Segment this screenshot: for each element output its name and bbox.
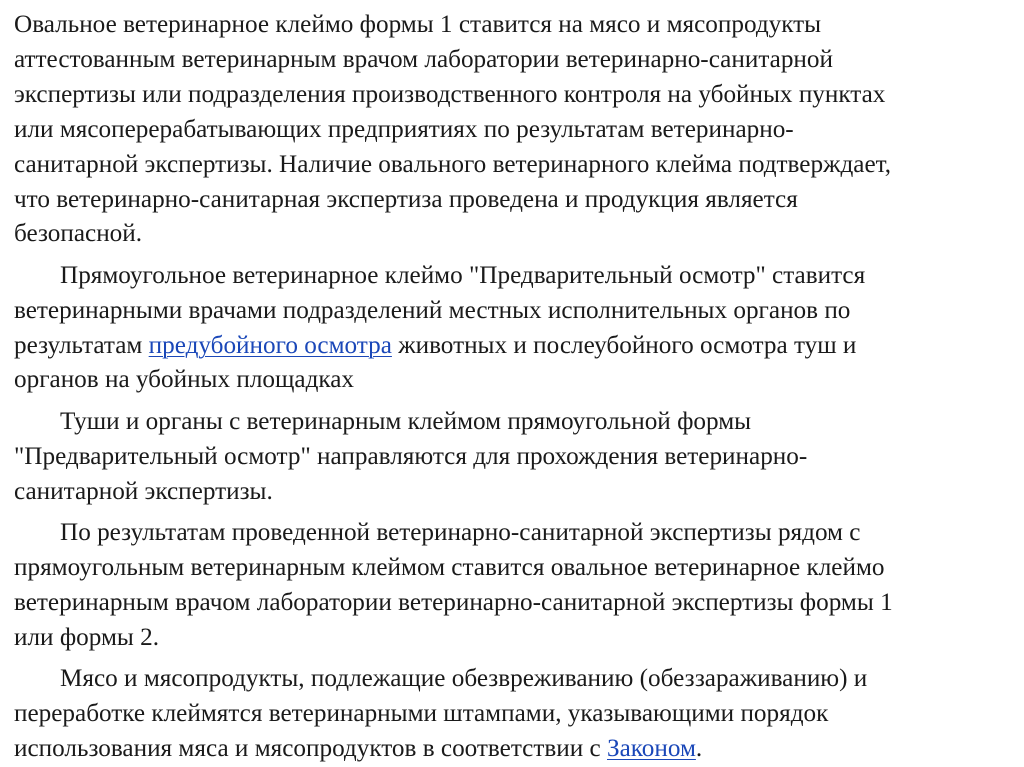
text-segment: использования мяса и мясопродуктов в соответствии с [14, 734, 607, 762]
text-line: аттестованным ветеринарным врачом лаборатории ветеринарно-санитарной [14, 45, 833, 73]
text-line: переработке клеймятся ветеринарными штампами, указывающими порядок [14, 699, 829, 727]
text-line: Овальное ветеринарное клеймо формы 1 ставится на мясо и мясопродукты [14, 11, 822, 38]
text-line: ветеринарным врачом лаборатории ветеринарно-санитарной экспертизы формы 1 [14, 588, 893, 616]
text-segment: . [695, 734, 703, 762]
text-line-with-link [14, 329, 1012, 364]
text-line-with-link [14, 732, 1012, 767]
text-line: или формы 2. [14, 623, 160, 651]
text-line: "Предварительный осмотр" направляются для прохождения ветеринарно- [14, 442, 808, 470]
text-line: прямоугольным ветеринарным клеймом ставится овальное ветеринарное клеймо [14, 553, 885, 581]
text-line: ветеринарными врачами подразделений местных исполнительных органов по [14, 296, 851, 324]
paragraph-oval-stamp [14, 8, 1012, 252]
text-line: или мясоперерабатывающих предприятиях по результатам ветеринарно- [14, 115, 794, 143]
text-line: Прямоугольное ветеринарное клеймо "Предварительный осмотр" ставится [60, 261, 866, 289]
text-line: безопасной. [14, 220, 143, 248]
text-line: Туши и органы с ветеринарным клеймом прямоугольной формы [60, 407, 752, 435]
text-line: Мясо и мясопродукты, подлежащие обезвреживанию (обеззараживанию) и [60, 664, 868, 692]
pre-slaughter-inspection-link[interactable]: предубойного осмотра [148, 331, 392, 359]
paragraph-carcasses [14, 405, 1012, 510]
paragraph-examination-results [14, 516, 1012, 656]
text-line: что ветеринарно-санитарная экспертиза проведена и продукция является [14, 185, 798, 213]
text-line: По результатам проведенной ветеринарно-санитарной экспертизы рядом с [60, 518, 861, 546]
text-line: санитарной экспертизы. Наличие овального ветеринарного клейма подтверждает, [14, 150, 892, 178]
text-line: экспертизы или подразделения производственного контроля на убойных пунктах [14, 80, 886, 108]
text-line: санитарной экспертизы. [14, 477, 273, 505]
text-line: органов на убойных площадках [14, 366, 355, 394]
paragraph-neutralization [14, 662, 1012, 767]
law-link[interactable]: Законом [607, 734, 696, 762]
text-segment: животных и послеубойного осмотра туш и [391, 331, 857, 359]
paragraph-rectangular-stamp [14, 259, 1012, 399]
text-segment: результатам [14, 331, 149, 359]
